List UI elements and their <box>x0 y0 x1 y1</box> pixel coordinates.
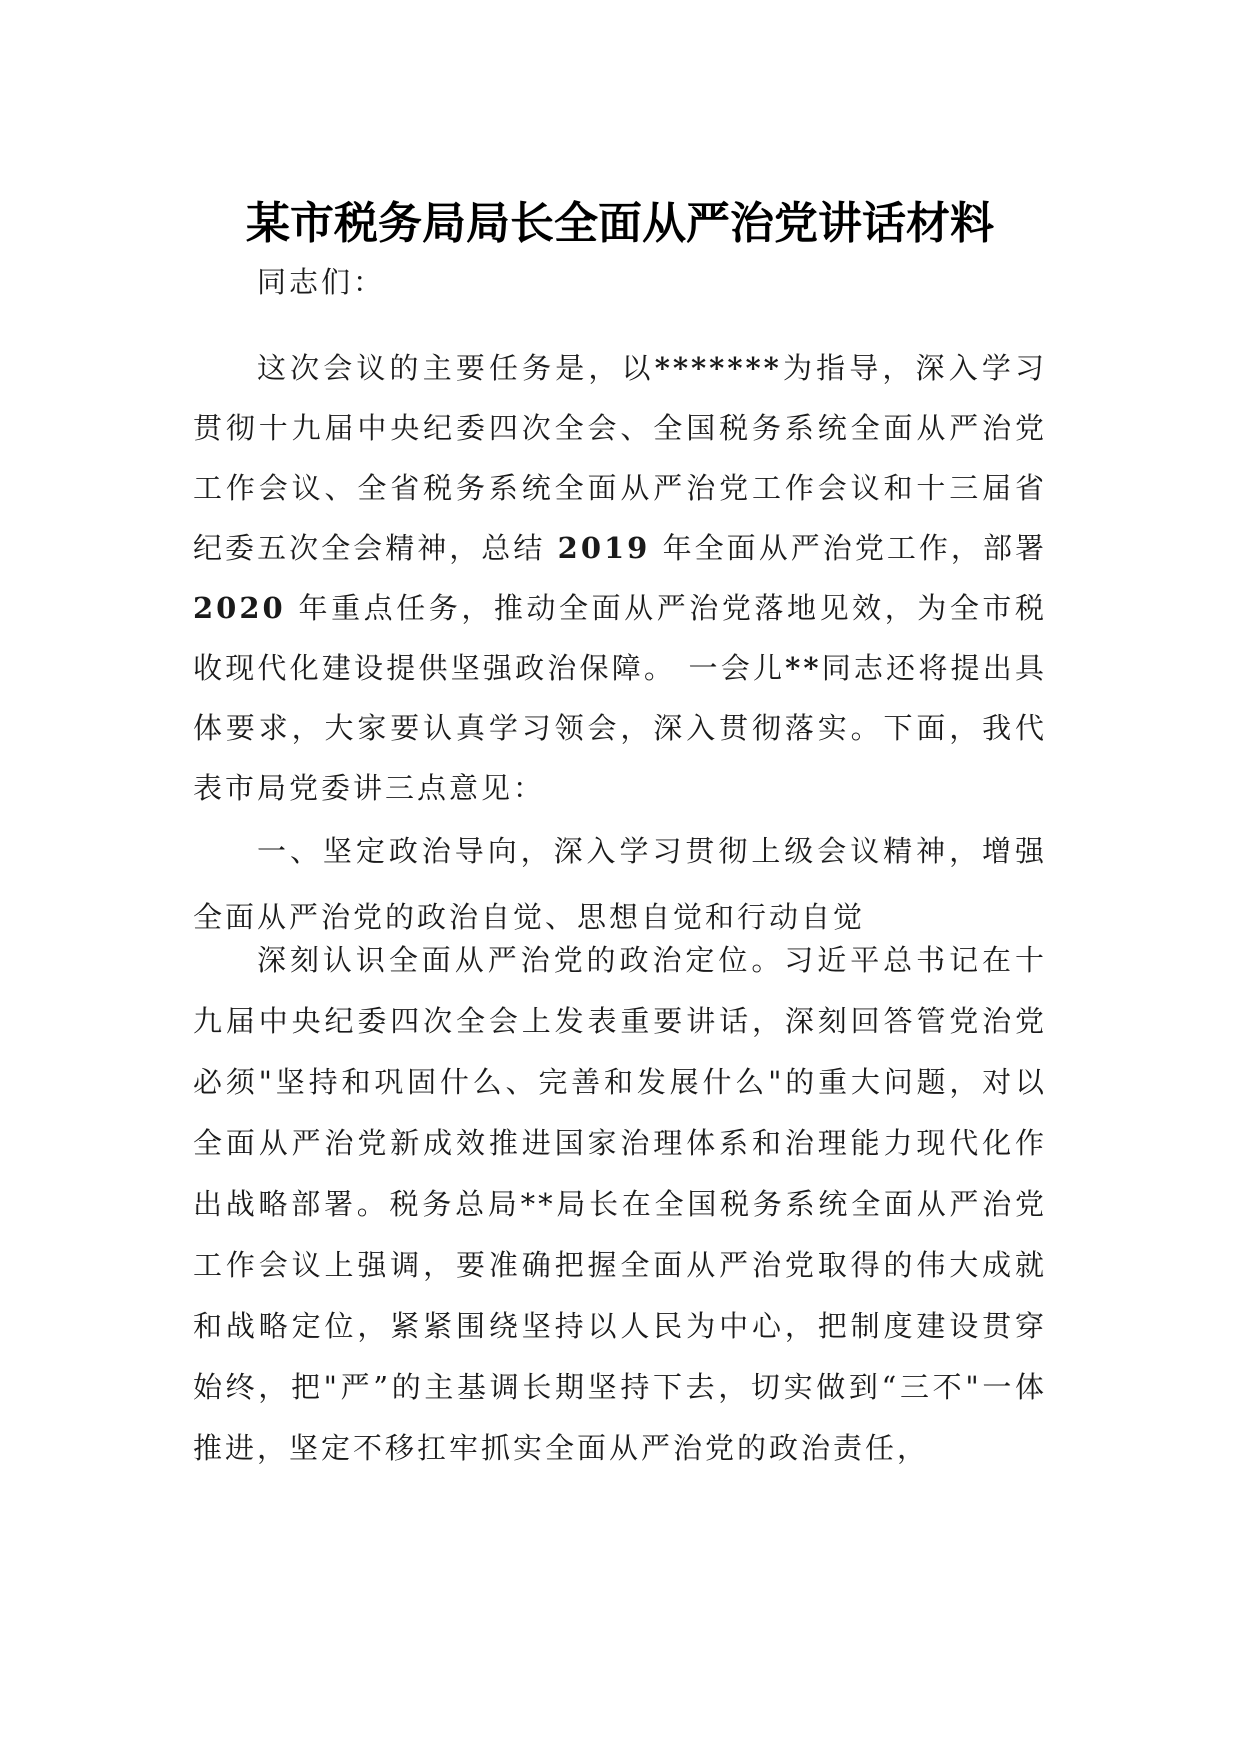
paragraph-opening <box>193 338 1047 818</box>
year-number: 2020 <box>193 591 286 625</box>
paragraph-body: 深刻认识全面从严治党的政治定位。习近平总书记在十九届中央纪委四次全会上发表重要讲话，深刻回答管党治党必须"坚持和巩固什么、完善和发展什么"的重大问题，对以全面从严治党新成效推进国家治理体系和治理能力现代化作出战略部署。税务总局**局长在全国税务系统全面从严治党工作会议上强调，要准确把握全面从严治党取得的伟大成就和战略定位，紧紧围绕坚持以人民为中心，把制度建设贯穿始终，把"严”的主基调长期坚持下去，切实做到“三不"一体推进，坚定不移扛牢抓实全面从严治党的政治责任， <box>193 943 1047 1465</box>
paragraph-text: 年重点任务，推动全面从严治党落地见效，为全市税收现代化建设提供坚强政治保障。 一会儿 <box>193 591 1047 685</box>
masked-text: ** <box>785 651 822 685</box>
paragraph-text: 同志还将提出具体要求，大家要认真学习领会，深入贯彻落实。下面，我代表市局党委讲三点意见： <box>193 651 1047 805</box>
paragraph-text: 这次会议的主要任务是，以 <box>257 351 655 385</box>
section-heading: 一、坚定政治导向，深入学习贯彻上级会议精神，增强全面从严治党的政治自觉、思想自觉和行动自觉 <box>193 834 1047 934</box>
document-title: 某市税务局局长全面从严治党讲话材料 <box>246 198 994 249</box>
masked-text: ******* <box>654 351 782 385</box>
paragraph-text: 年全面从严治党工作，部署 <box>650 531 1047 565</box>
salutation: 同志们： <box>257 265 386 299</box>
paragraph-text: 为指导，深入学习贯彻十九届中央纪委四次全会、全国税务系统全面从严治党工作会议、全省税务系统全面从严治党工作会议和十三届省纪委五次全会精神，总结 <box>193 351 1047 565</box>
year-number: 2019 <box>557 531 651 565</box>
